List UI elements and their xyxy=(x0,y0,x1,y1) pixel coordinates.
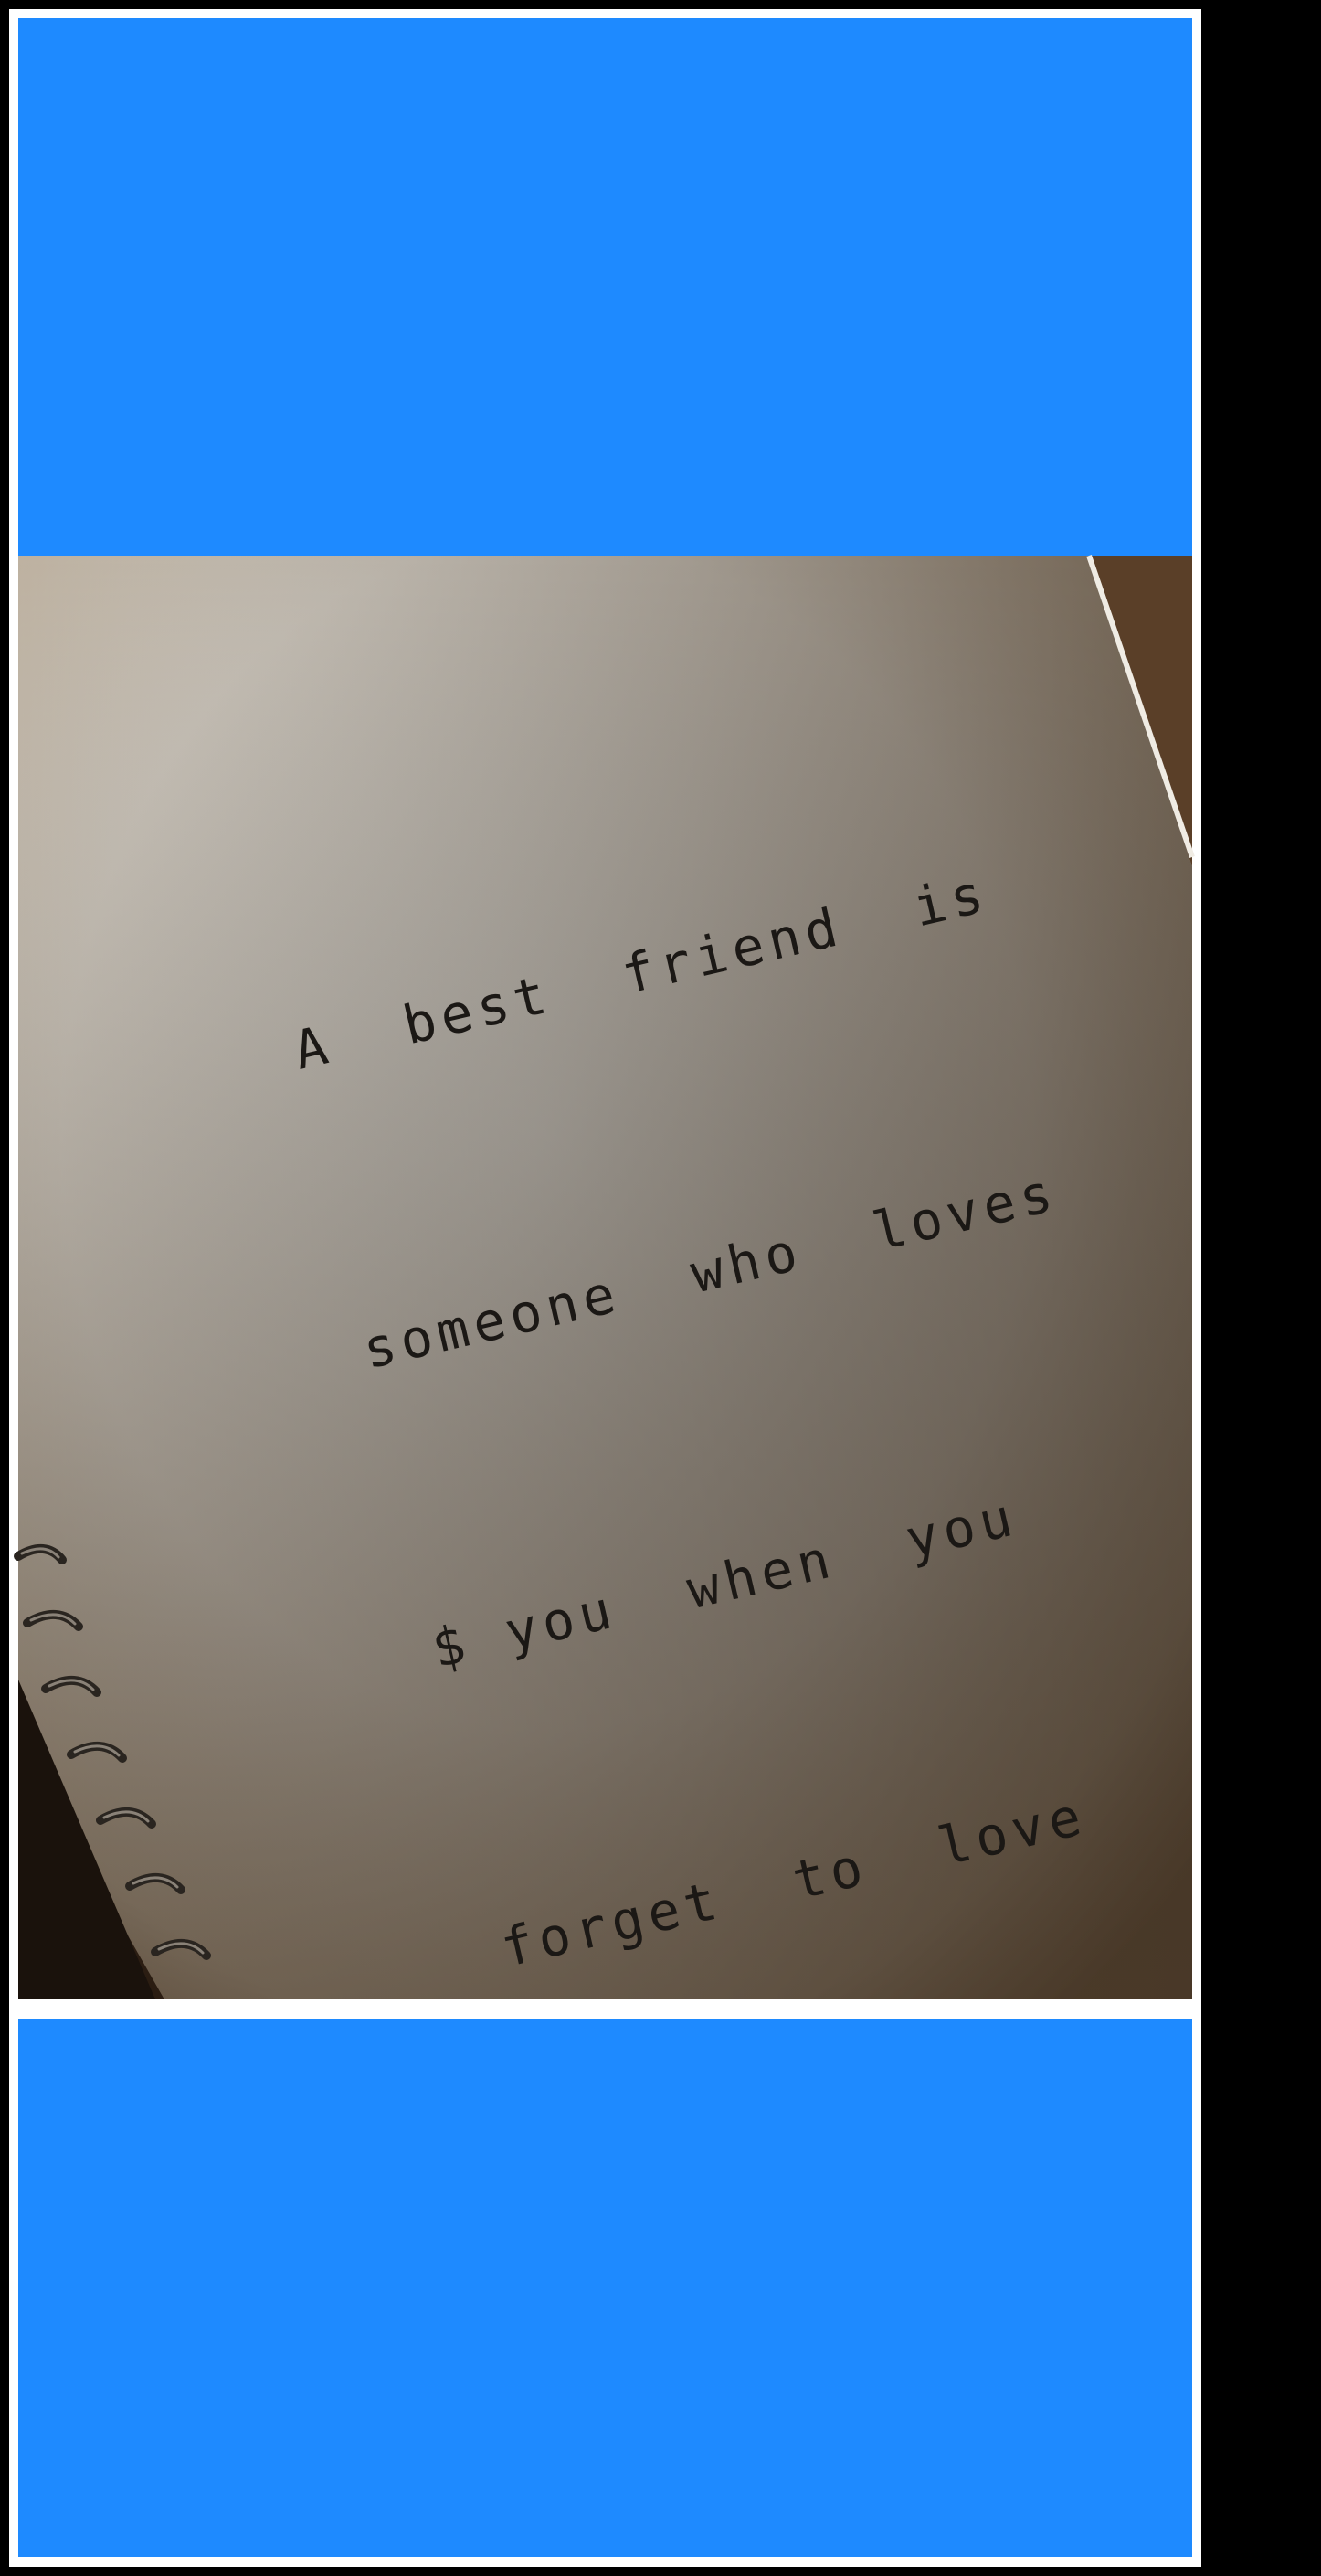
top-blue-panel xyxy=(18,18,1192,561)
quote-line: someone who loves xyxy=(356,1161,1063,1382)
quote-line: $ you when you xyxy=(426,1485,1023,1680)
quote-line: A best friend is xyxy=(288,861,995,1082)
notebook-photo xyxy=(18,556,1192,1999)
bottom-blue-panel xyxy=(18,2019,1192,2557)
quote-line: forget to love xyxy=(495,1784,1093,1980)
image-frame xyxy=(9,9,1201,2567)
